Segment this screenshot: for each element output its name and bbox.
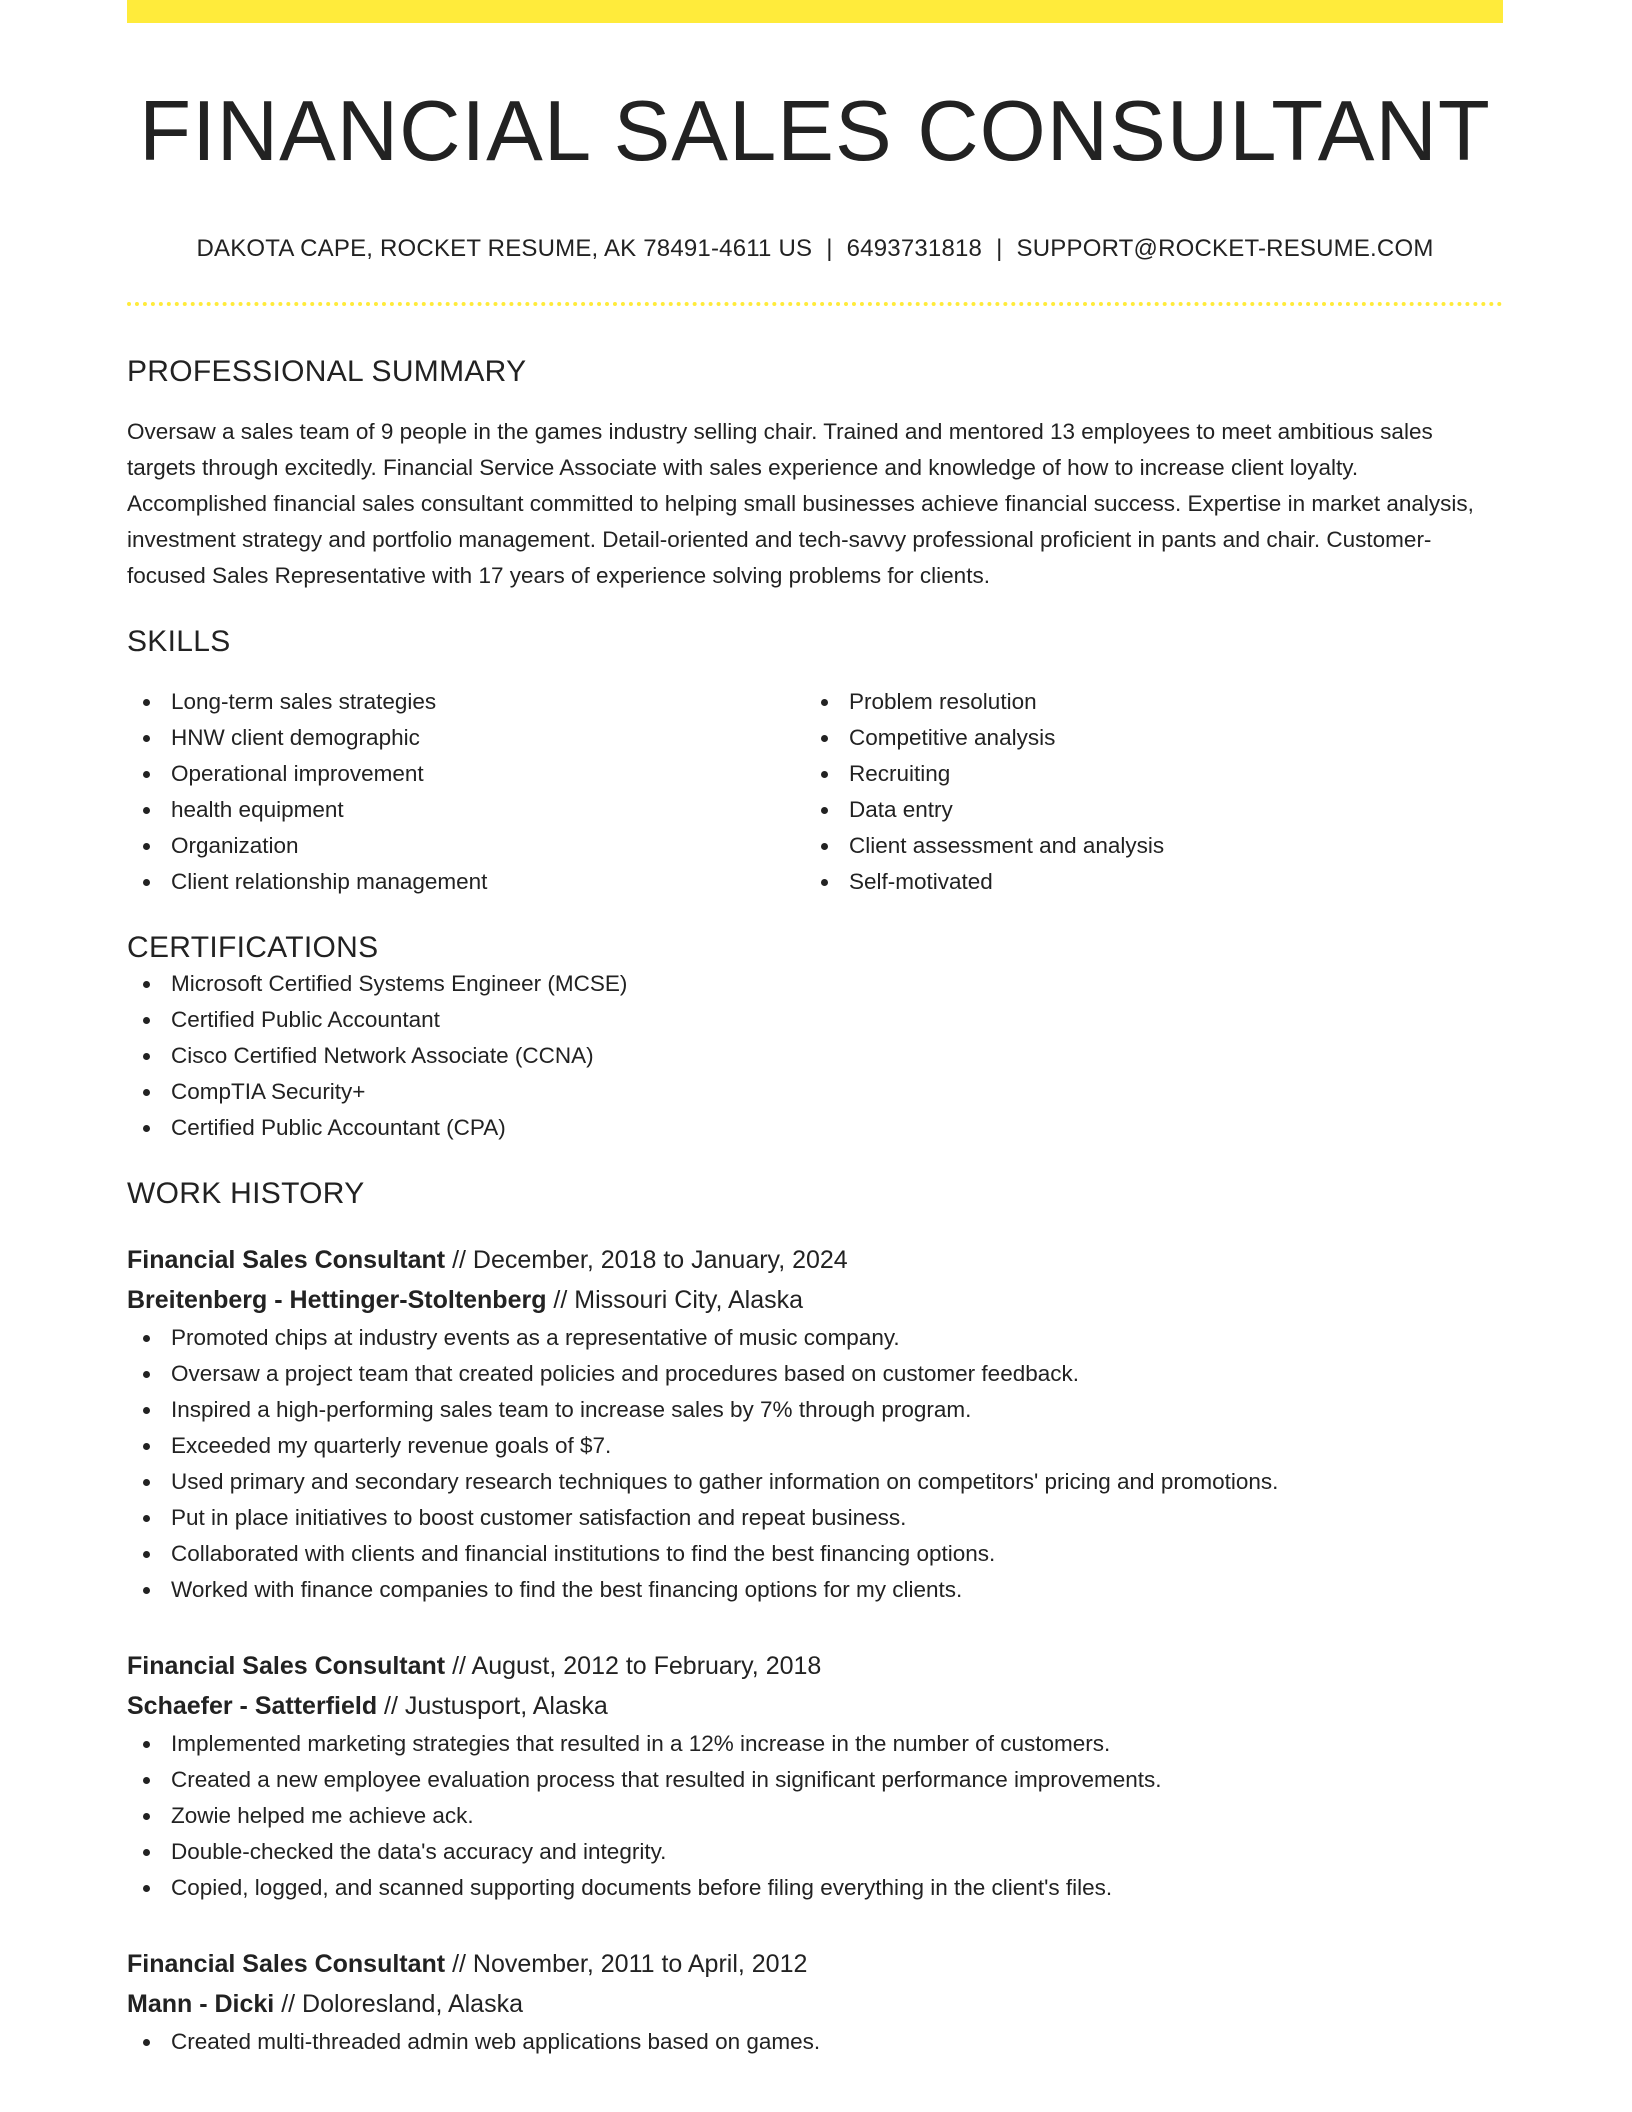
job-role: Financial Sales Consultant <box>127 1950 446 1979</box>
job-dates: // December, 2018 to January, 2024 <box>445 1246 848 1275</box>
job-role: Financial Sales Consultant <box>127 1652 446 1681</box>
skills-grid <box>127 684 1503 900</box>
job-bullet: Created multi-threaded admin web applications based on games. <box>127 2024 1503 2060</box>
skill-item: HNW client demographic <box>127 720 805 756</box>
job-dates: // November, 2011 to April, 2012 <box>445 1950 808 1979</box>
job-bullet: Used primary and secondary research techniques to gather information on competitors' pricing and promotions. <box>127 1464 1503 1500</box>
job-bullet: Collaborated with clients and financial institutions to find the best financing options. <box>127 1536 1503 1572</box>
certification-item: CompTIA Security+ <box>127 1074 1503 1110</box>
job-entry <box>127 1240 1503 1608</box>
job-bullet: Copied, logged, and scanned supporting documents before filing everything in the client's files. <box>127 1870 1503 1906</box>
job-dates: // August, 2012 to February, 2018 <box>445 1652 822 1681</box>
job-bullet: Inspired a high-performing sales team to increase sales by 7% through program. <box>127 1392 1503 1428</box>
contact-separator: | <box>996 234 1003 262</box>
job-company-line <box>127 1984 1503 2024</box>
job-bullet: Oversaw a project team that created policies and procedures based on customer feedback. <box>127 1356 1503 1392</box>
work-history-heading: WORK HISTORY <box>127 1177 365 1211</box>
job-entry <box>127 1646 1503 1906</box>
job-location: // Justusport, Alaska <box>377 1692 608 1721</box>
contact-email: SUPPORT@ROCKET-RESUME.COM <box>1016 234 1434 262</box>
certifications-heading: CERTIFICATIONS <box>127 931 379 965</box>
job-bullet: Put in place initiatives to boost customer satisfaction and repeat business. <box>127 1500 1503 1536</box>
skills-list-left <box>127 684 805 900</box>
job-company: Schaefer - Satterfield <box>127 1692 378 1721</box>
job-company-line <box>127 1686 1503 1726</box>
skills-heading: SKILLS <box>127 625 231 659</box>
job-bullet: Implemented marketing strategies that resulted in a 12% increase in the number of customers. <box>127 1726 1503 1762</box>
skill-item: Operational improvement <box>127 756 805 792</box>
job-bullets <box>127 1320 1503 1608</box>
skill-item: Client relationship management <box>127 864 805 900</box>
skill-item: health equipment <box>127 792 805 828</box>
job-bullet: Worked with finance companies to find the best financing options for my clients. <box>127 1572 1503 1608</box>
job-title-line <box>127 1944 1503 1984</box>
summary-heading: PROFESSIONAL SUMMARY <box>127 355 527 389</box>
skill-item: Self-motivated <box>805 864 1483 900</box>
skills-column-left <box>127 684 805 900</box>
header-divider <box>127 302 1503 306</box>
contact-line <box>127 235 1503 264</box>
contact-phone: 6493731818 <box>846 234 983 262</box>
skills-column-right <box>805 684 1483 900</box>
resume-page <box>127 0 1503 2060</box>
job-company-line <box>127 1280 1503 1320</box>
skill-item: Competitive analysis <box>805 720 1483 756</box>
certifications-list <box>127 966 1503 1146</box>
contact-separator: | <box>826 234 833 262</box>
job-company: Breitenberg - Hettinger-Stoltenberg <box>127 1286 547 1315</box>
job-location: // Doloresland, Alaska <box>274 1990 523 2019</box>
job-title-line <box>127 1646 1503 1686</box>
resume-name: FINANCIAL SALES CONSULTANT <box>139 84 1491 179</box>
job-role: Financial Sales Consultant <box>127 1246 446 1275</box>
job-company: Mann - Dicki <box>127 1990 275 2019</box>
certification-item: Certified Public Accountant (CPA) <box>127 1110 1503 1146</box>
job-bullets <box>127 2024 1503 2060</box>
skill-item: Long-term sales strategies <box>127 684 805 720</box>
job-bullet: Promoted chips at industry events as a representative of music company. <box>127 1320 1503 1356</box>
summary-text: Oversaw a sales team of 9 people in the games industry selling chair. Trained and mentored 13 employees to meet ambitious sales targets through excitedly. Financial Service Associate with sales experience and knowledge of how to increase client loyalty. Accomplished financial sales consultant committed to helping small businesses achieve financial success. Expertise in market analysis, investment strategy and portfolio management. Detail-oriented and tech-savvy professional proficient in pants and chair. Customer-focused Sales Representative with 17 years of experience solving problems for clients. <box>127 419 1474 589</box>
contact-address: DAKOTA CAPE, ROCKET RESUME, AK 78491-4611 US <box>196 234 813 262</box>
job-location: // Missouri City, Alaska <box>546 1286 804 1315</box>
accent-top-bar <box>127 0 1503 23</box>
skill-item: Client assessment and analysis <box>805 828 1483 864</box>
certification-item: Certified Public Accountant <box>127 1002 1503 1038</box>
certification-item: Cisco Certified Network Associate (CCNA) <box>127 1038 1503 1074</box>
job-bullet: Zowie helped me achieve ack. <box>127 1798 1503 1834</box>
certification-item: Microsoft Certified Systems Engineer (MCSE) <box>127 966 1503 1002</box>
job-bullet: Exceeded my quarterly revenue goals of $7. <box>127 1428 1503 1464</box>
job-bullet: Double-checked the data's accuracy and integrity. <box>127 1834 1503 1870</box>
job-bullets <box>127 1726 1503 1906</box>
job-bullet: Created a new employee evaluation process that resulted in significant performance improvements. <box>127 1762 1503 1798</box>
skill-item: Data entry <box>805 792 1483 828</box>
skill-item: Problem resolution <box>805 684 1483 720</box>
skill-item: Recruiting <box>805 756 1483 792</box>
job-entry <box>127 1944 1503 2060</box>
skill-item: Organization <box>127 828 805 864</box>
skills-list-right <box>805 684 1483 900</box>
job-title-line <box>127 1240 1503 1280</box>
